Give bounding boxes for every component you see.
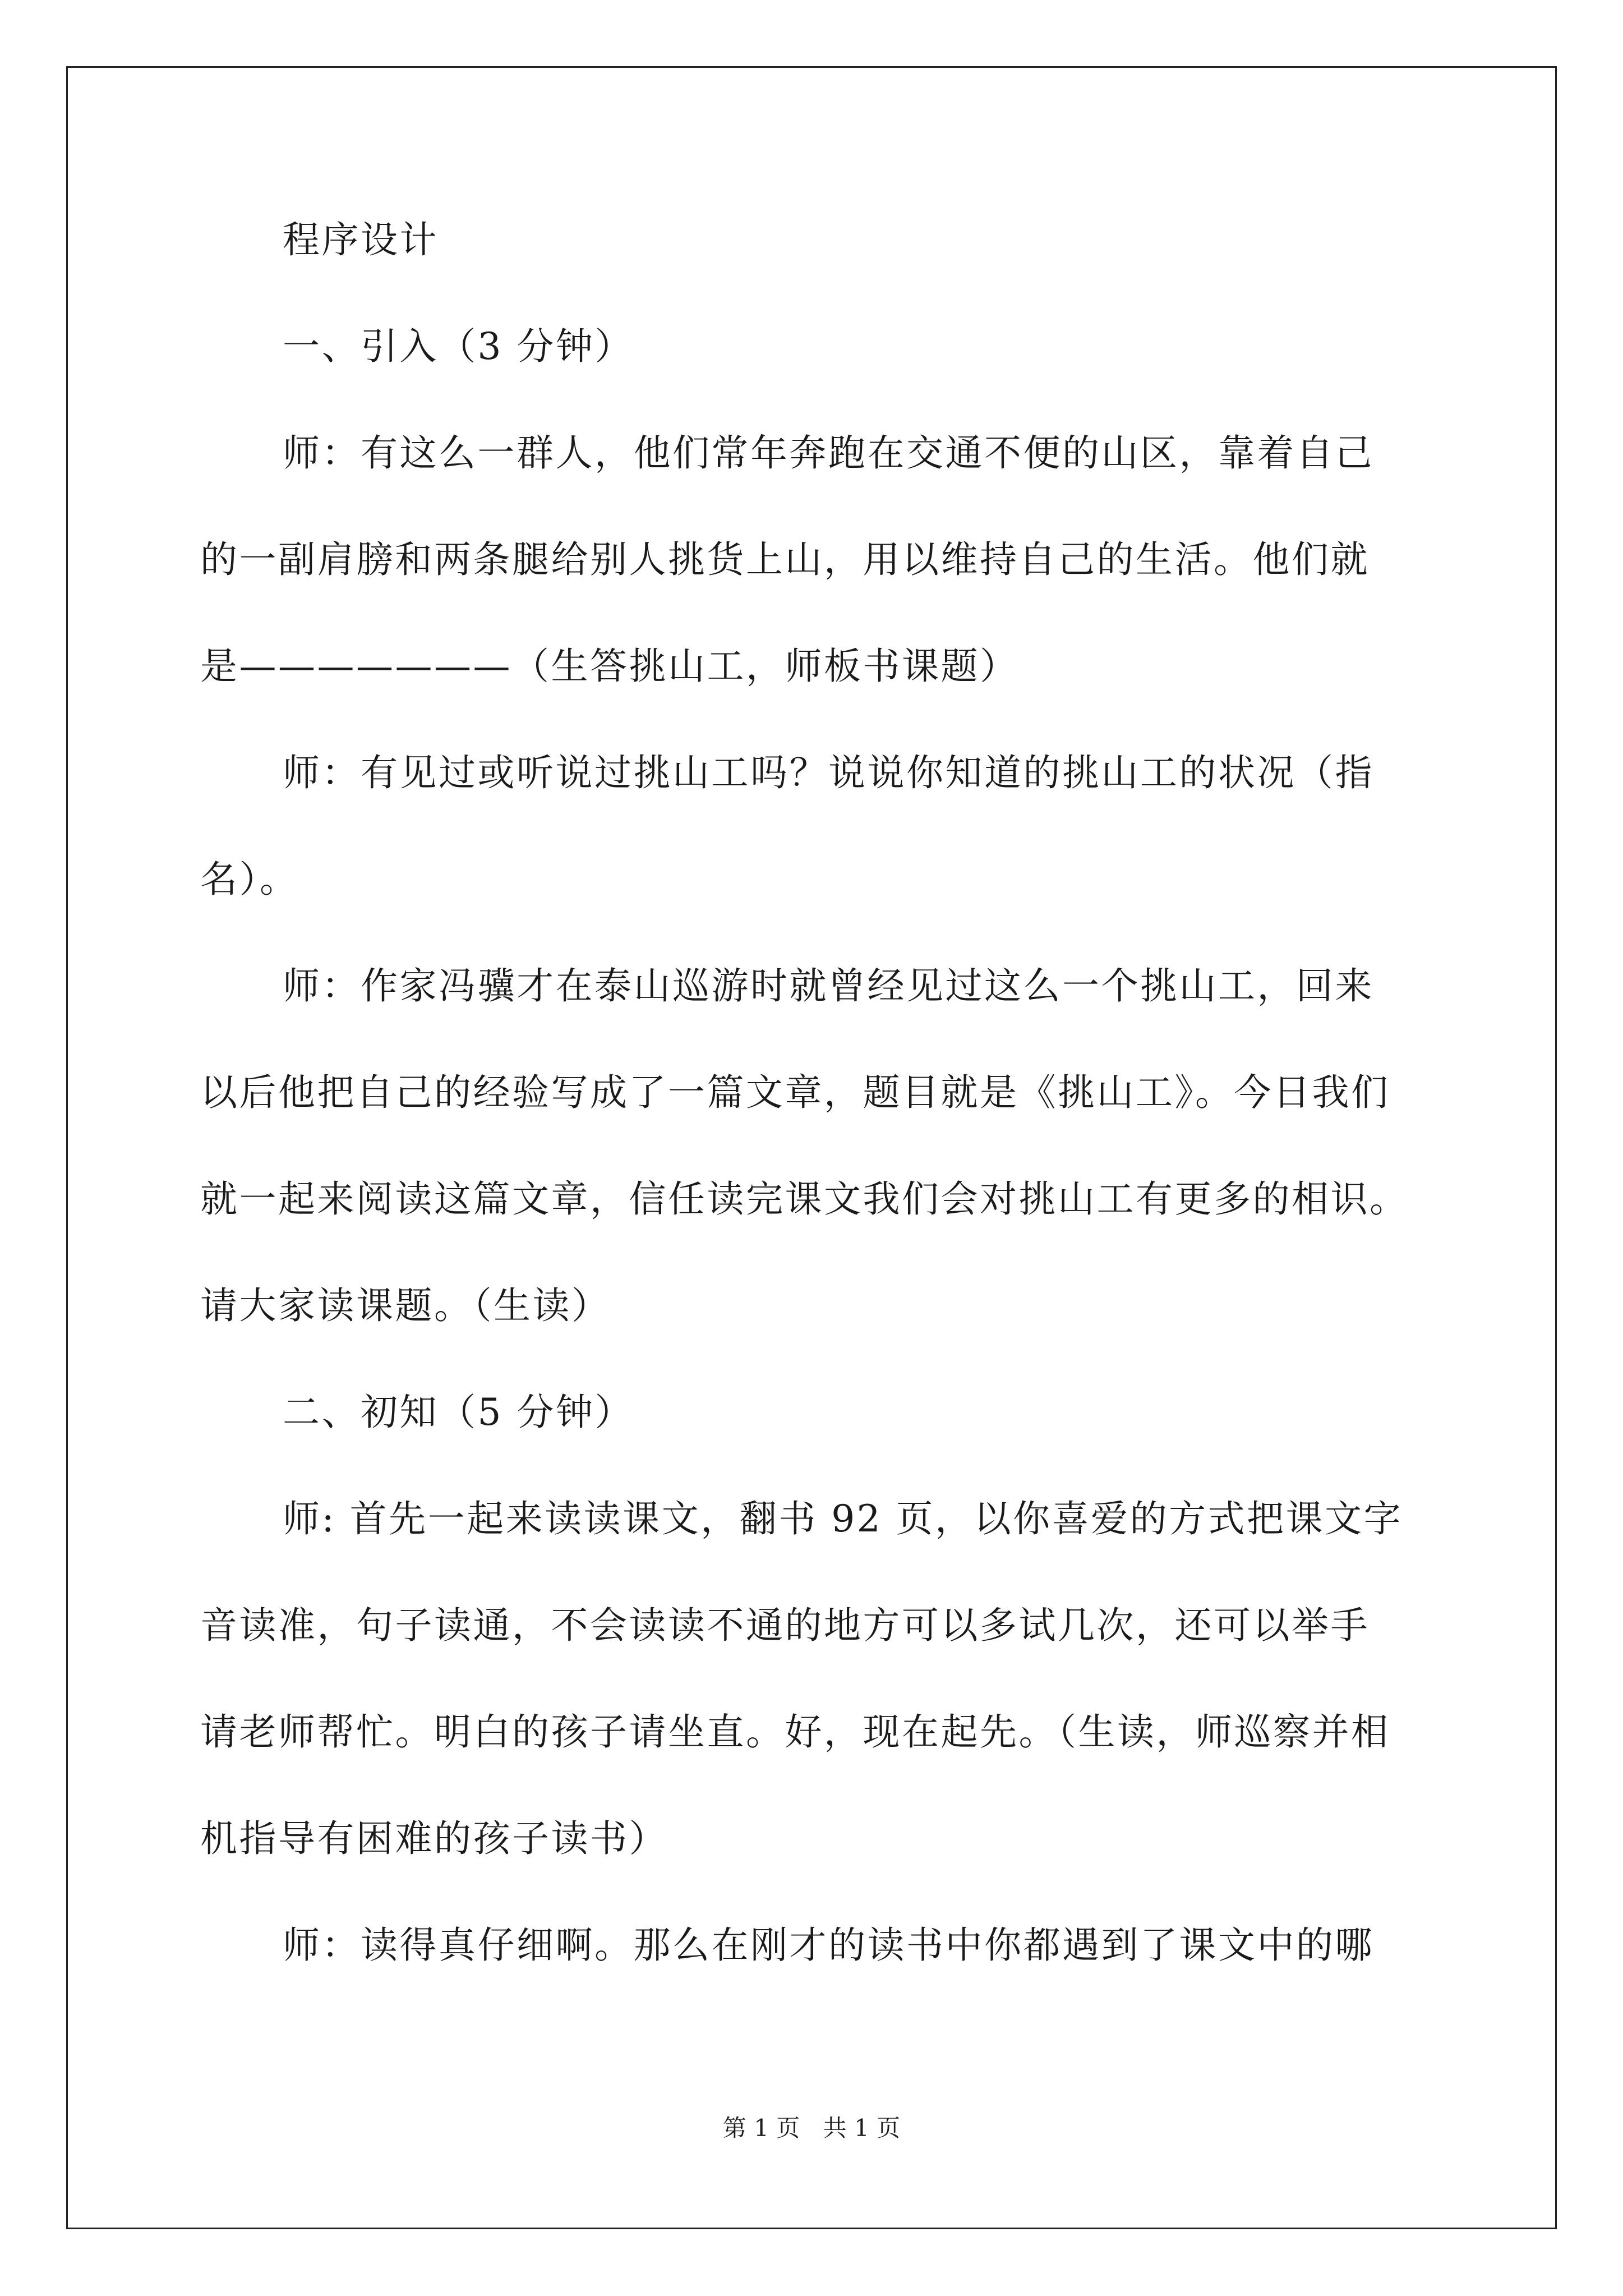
paragraph-line: 师：有这么一群人，他们常年奔跑在交通不便的山区，靠着自己	[283, 431, 1374, 475]
paragraph-line: 请老师帮忙。明白的孩子请坐直。好，现在起先。（生读，师巡察并相	[200, 1710, 1390, 1754]
paragraph-line: 的一副肩膀和两条腿给别人挑货上山，用以维持自己的生活。他们就	[200, 538, 1370, 581]
page-border	[66, 66, 1557, 2229]
paragraph-line: 师：读得真仔细啊。那么在刚才的读书中你都遇到了课文中的哪	[283, 1924, 1374, 1967]
section-title: 程序设计	[283, 218, 439, 261]
paragraph-line: 是———————（生答挑山工，师板书课题）	[200, 645, 1019, 688]
page-total: 共 1 页	[823, 2114, 901, 2142]
paragraph-line: 音读准，句子读通，不会读读不通的地方可以多试几次，还可以举手	[200, 1604, 1370, 1647]
paragraph-line: 师：作家冯骥才在泰山巡游时就曾经见过这么一个挑山工，回来	[283, 964, 1374, 1007]
section-heading: 二、初知（5 分钟）	[283, 1391, 634, 1434]
paragraph-line: 机指导有困难的孩子读书）	[200, 1817, 668, 1860]
paragraph-line: 请大家读课题。（生读）	[200, 1284, 611, 1327]
paragraph-line: 师: 首先一起来读读课文，翻书 92 页，以你喜爱的方式把课文字	[283, 1497, 1403, 1540]
paragraph-line: 就一起来阅读这篇文章，信任读完课文我们会对挑山工有更多的相识。	[200, 1177, 1409, 1221]
paragraph-line: 以后他把自己的经验写成了一篇文章，题目就是《挑山工》。今日我们	[200, 1071, 1390, 1114]
page-number: 第 1 页	[722, 2114, 800, 2142]
section-heading: 一、引入（3 分钟）	[283, 325, 634, 368]
paragraph-line: 师：有见过或听说过挑山工吗？说说你知道的挑山工的状况（指	[283, 751, 1374, 794]
page-footer	[0, 2111, 1623, 2145]
paragraph-line: 名）。	[200, 858, 299, 901]
